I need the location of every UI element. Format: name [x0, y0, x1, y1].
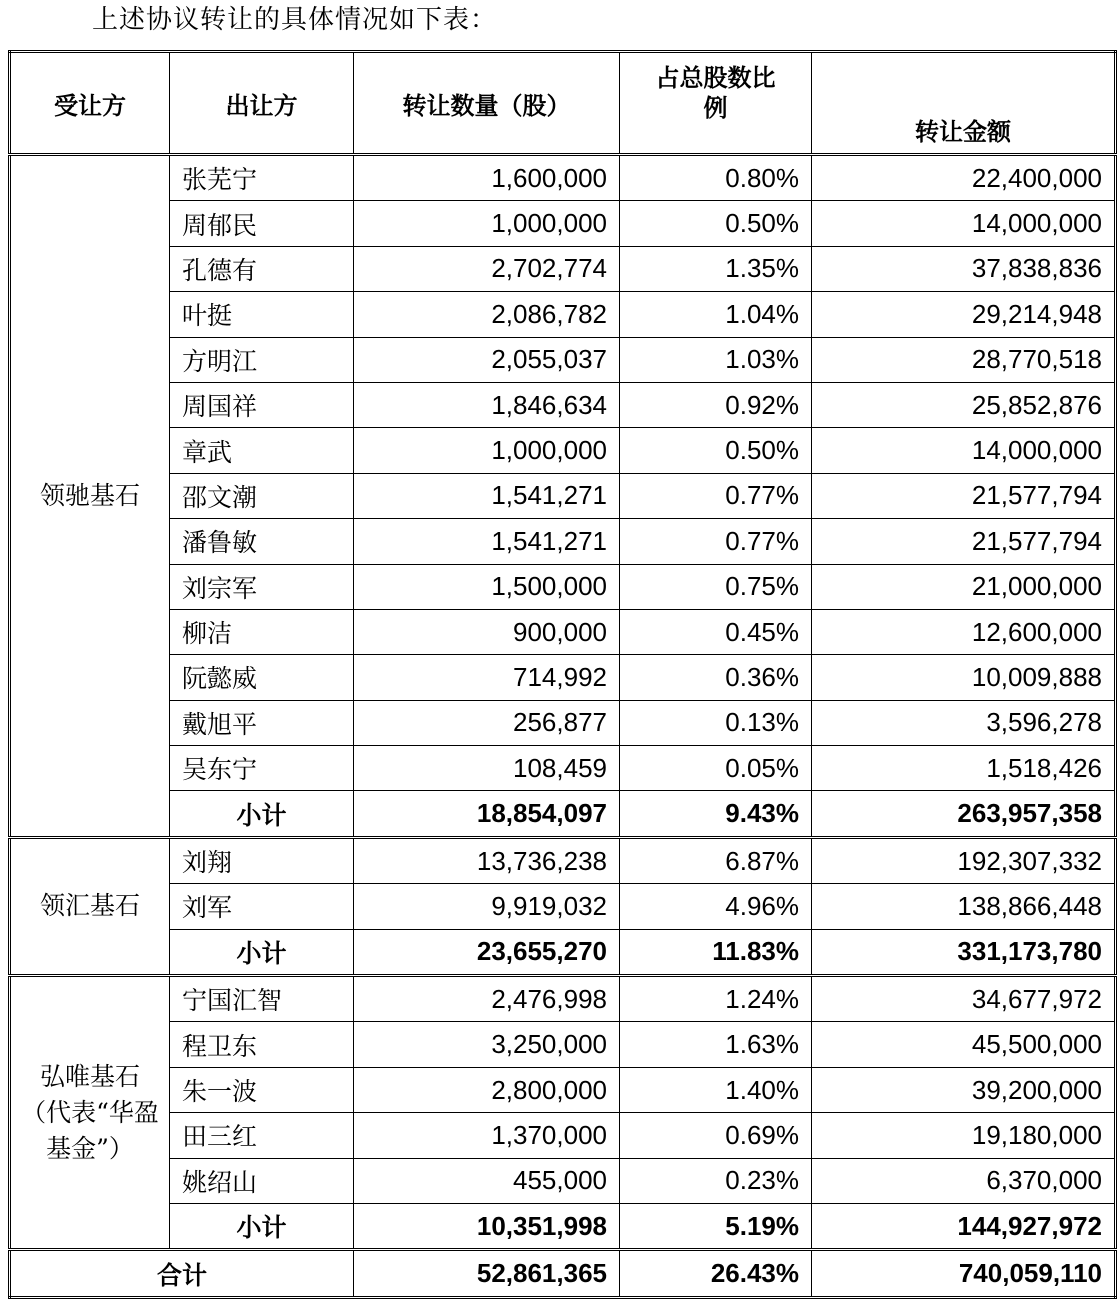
transferee-cell: 领汇基石 — [10, 837, 170, 975]
transferor-name: 阮懿威 — [170, 655, 354, 700]
transferor-name: 程卫东 — [170, 1022, 354, 1067]
quantity-cell: 455,000 — [354, 1158, 620, 1203]
quantity-cell: 2,702,774 — [354, 246, 620, 291]
amount-cell: 28,770,518 — [812, 337, 1116, 382]
table-row — [10, 837, 1116, 883]
subtotal-ratio: 11.83% — [620, 929, 812, 975]
quantity-cell: 3,250,000 — [354, 1022, 620, 1067]
amount-cell: 22,400,000 — [812, 155, 1116, 201]
quantity-cell: 714,992 — [354, 655, 620, 700]
transferor-name: 叶挺 — [170, 292, 354, 337]
transferor-name: 吴东宁 — [170, 746, 354, 791]
intro-text: 上述协议转让的具体情况如下表： — [92, 5, 498, 35]
transferor-name: 刘军 — [170, 884, 354, 929]
ratio-cell: 1.03% — [620, 337, 812, 382]
subtotal-amount: 331,173,780 — [812, 929, 1116, 975]
subtotal-amount: 144,927,972 — [812, 1203, 1116, 1249]
quantity-cell: 9,919,032 — [354, 884, 620, 929]
amount-cell: 45,500,000 — [812, 1022, 1116, 1067]
amount-cell: 39,200,000 — [812, 1067, 1116, 1112]
ratio-cell: 0.69% — [620, 1113, 812, 1158]
quantity-cell: 1,600,000 — [354, 155, 620, 201]
quantity-cell: 1,541,271 — [354, 519, 620, 564]
amount-cell: 25,852,876 — [812, 382, 1116, 427]
subtotal-quantity: 10,351,998 — [354, 1203, 620, 1249]
ratio-cell: 1.63% — [620, 1022, 812, 1067]
quantity-cell: 1,000,000 — [354, 428, 620, 473]
table-row — [10, 428, 1116, 473]
transferor-name: 张芜宁 — [170, 155, 354, 201]
quantity-cell: 2,055,037 — [354, 337, 620, 382]
table-row — [10, 382, 1116, 427]
table-row — [10, 609, 1116, 654]
ratio-cell: 0.50% — [620, 201, 812, 246]
table-row — [10, 700, 1116, 745]
transferor-name: 朱一波 — [170, 1067, 354, 1112]
table-row — [10, 1067, 1116, 1112]
ratio-cell: 0.05% — [620, 746, 812, 791]
subtotal-quantity: 18,854,097 — [354, 791, 620, 837]
table-row — [10, 976, 1116, 1022]
transferor-name: 戴旭平 — [170, 700, 354, 745]
transferor-name: 宁国汇智 — [170, 976, 354, 1022]
ratio-cell: 0.77% — [620, 519, 812, 564]
transferor-name: 章武 — [170, 428, 354, 473]
ratio-cell: 0.50% — [620, 428, 812, 473]
amount-cell: 12,600,000 — [812, 609, 1116, 654]
table-row — [10, 746, 1116, 791]
subtotal-amount: 263,957,358 — [812, 791, 1116, 837]
amount-cell: 192,307,332 — [812, 837, 1116, 883]
table-row — [10, 201, 1116, 246]
table-row — [10, 292, 1116, 337]
subtotal-ratio: 5.19% — [620, 1203, 812, 1249]
total-quantity: 52,861,365 — [354, 1250, 620, 1297]
transferor-name: 周郁民 — [170, 201, 354, 246]
ratio-cell: 0.36% — [620, 655, 812, 700]
subtotal-quantity: 23,655,270 — [354, 929, 620, 975]
table-row — [10, 1022, 1116, 1067]
quantity-cell: 900,000 — [354, 609, 620, 654]
ratio-cell: 0.92% — [620, 382, 812, 427]
table-row — [10, 1113, 1116, 1158]
amount-cell: 6,370,000 — [812, 1158, 1116, 1203]
table-row — [10, 337, 1116, 382]
ratio-cell: 1.04% — [620, 292, 812, 337]
total-ratio: 26.43% — [620, 1250, 812, 1297]
table-row — [10, 1158, 1116, 1203]
header-transferee: 受让方 — [10, 52, 170, 155]
header-row — [10, 52, 1116, 155]
ratio-cell: 0.75% — [620, 564, 812, 609]
header-ratio-line2: 例 — [703, 94, 728, 122]
amount-cell: 14,000,000 — [812, 428, 1116, 473]
subtotal-row — [10, 791, 1116, 837]
subtotal-label: 小计 — [170, 1203, 354, 1249]
transferor-name: 刘宗军 — [170, 564, 354, 609]
transferor-name: 孔德有 — [170, 246, 354, 291]
subtotal-ratio: 9.43% — [620, 791, 812, 837]
table-row — [10, 564, 1116, 609]
amount-cell: 14,000,000 — [812, 201, 1116, 246]
ratio-cell: 6.87% — [620, 837, 812, 883]
transferor-name: 田三红 — [170, 1113, 354, 1158]
quantity-cell: 2,476,998 — [354, 976, 620, 1022]
table-row — [10, 655, 1116, 700]
subtotal-row — [10, 929, 1116, 975]
header-ratio-line1: 占总股数比 — [655, 64, 776, 92]
amount-cell: 138,866,448 — [812, 884, 1116, 929]
ratio-cell: 1.24% — [620, 976, 812, 1022]
table-row — [10, 473, 1116, 518]
amount-cell: 37,838,836 — [812, 246, 1116, 291]
amount-cell: 19,180,000 — [812, 1113, 1116, 1158]
transferor-name: 方明江 — [170, 337, 354, 382]
ratio-cell: 1.35% — [620, 246, 812, 291]
ratio-cell: 0.80% — [620, 155, 812, 201]
quantity-cell: 13,736,238 — [354, 837, 620, 883]
transferor-name: 刘翔 — [170, 837, 354, 883]
total-row — [10, 1250, 1116, 1297]
quantity-cell: 1,500,000 — [354, 564, 620, 609]
total-label: 合计 — [10, 1250, 354, 1297]
transferor-name: 邵文潮 — [170, 473, 354, 518]
ratio-cell: 0.13% — [620, 700, 812, 745]
quantity-cell: 108,459 — [354, 746, 620, 791]
transferor-name: 姚绍山 — [170, 1158, 354, 1203]
ratio-cell: 0.45% — [620, 609, 812, 654]
quantity-cell: 256,877 — [354, 700, 620, 745]
transferor-name: 潘鲁敏 — [170, 519, 354, 564]
subtotal-label: 小计 — [170, 791, 354, 837]
table-row — [10, 155, 1116, 201]
table-row — [10, 884, 1116, 929]
subtotal-row — [10, 1203, 1116, 1249]
ratio-cell: 4.96% — [620, 884, 812, 929]
table-row — [10, 519, 1116, 564]
amount-cell: 21,577,794 — [812, 519, 1116, 564]
transfer-table — [8, 50, 1117, 1299]
header-quantity: 转让数量（股） — [354, 52, 620, 155]
transferee-cell: 弘唯基石（代表“华盈基金”） — [10, 976, 170, 1250]
amount-cell: 3,596,278 — [812, 700, 1116, 745]
amount-cell: 21,577,794 — [812, 473, 1116, 518]
ratio-cell: 0.77% — [620, 473, 812, 518]
amount-cell: 1,518,426 — [812, 746, 1116, 791]
quantity-cell: 2,086,782 — [354, 292, 620, 337]
amount-cell: 10,009,888 — [812, 655, 1116, 700]
quantity-cell: 1,541,271 — [354, 473, 620, 518]
quantity-cell: 1,370,000 — [354, 1113, 620, 1158]
quantity-cell: 1,846,634 — [354, 382, 620, 427]
total-amount: 740,059,110 — [812, 1250, 1116, 1297]
amount-cell: 34,677,972 — [812, 976, 1116, 1022]
ratio-cell: 0.23% — [620, 1158, 812, 1203]
table-row — [10, 246, 1116, 291]
header-ratio — [620, 52, 812, 155]
transferor-name: 柳洁 — [170, 609, 354, 654]
amount-cell: 21,000,000 — [812, 564, 1116, 609]
ratio-cell: 1.40% — [620, 1067, 812, 1112]
transferor-name: 周国祥 — [170, 382, 354, 427]
quantity-cell: 1,000,000 — [354, 201, 620, 246]
header-transferor: 出让方 — [170, 52, 354, 155]
header-amount: 转让金额 — [812, 52, 1116, 155]
subtotal-label: 小计 — [170, 929, 354, 975]
quantity-cell: 2,800,000 — [354, 1067, 620, 1112]
amount-cell: 29,214,948 — [812, 292, 1116, 337]
transferee-cell: 领驰基石 — [10, 155, 170, 838]
